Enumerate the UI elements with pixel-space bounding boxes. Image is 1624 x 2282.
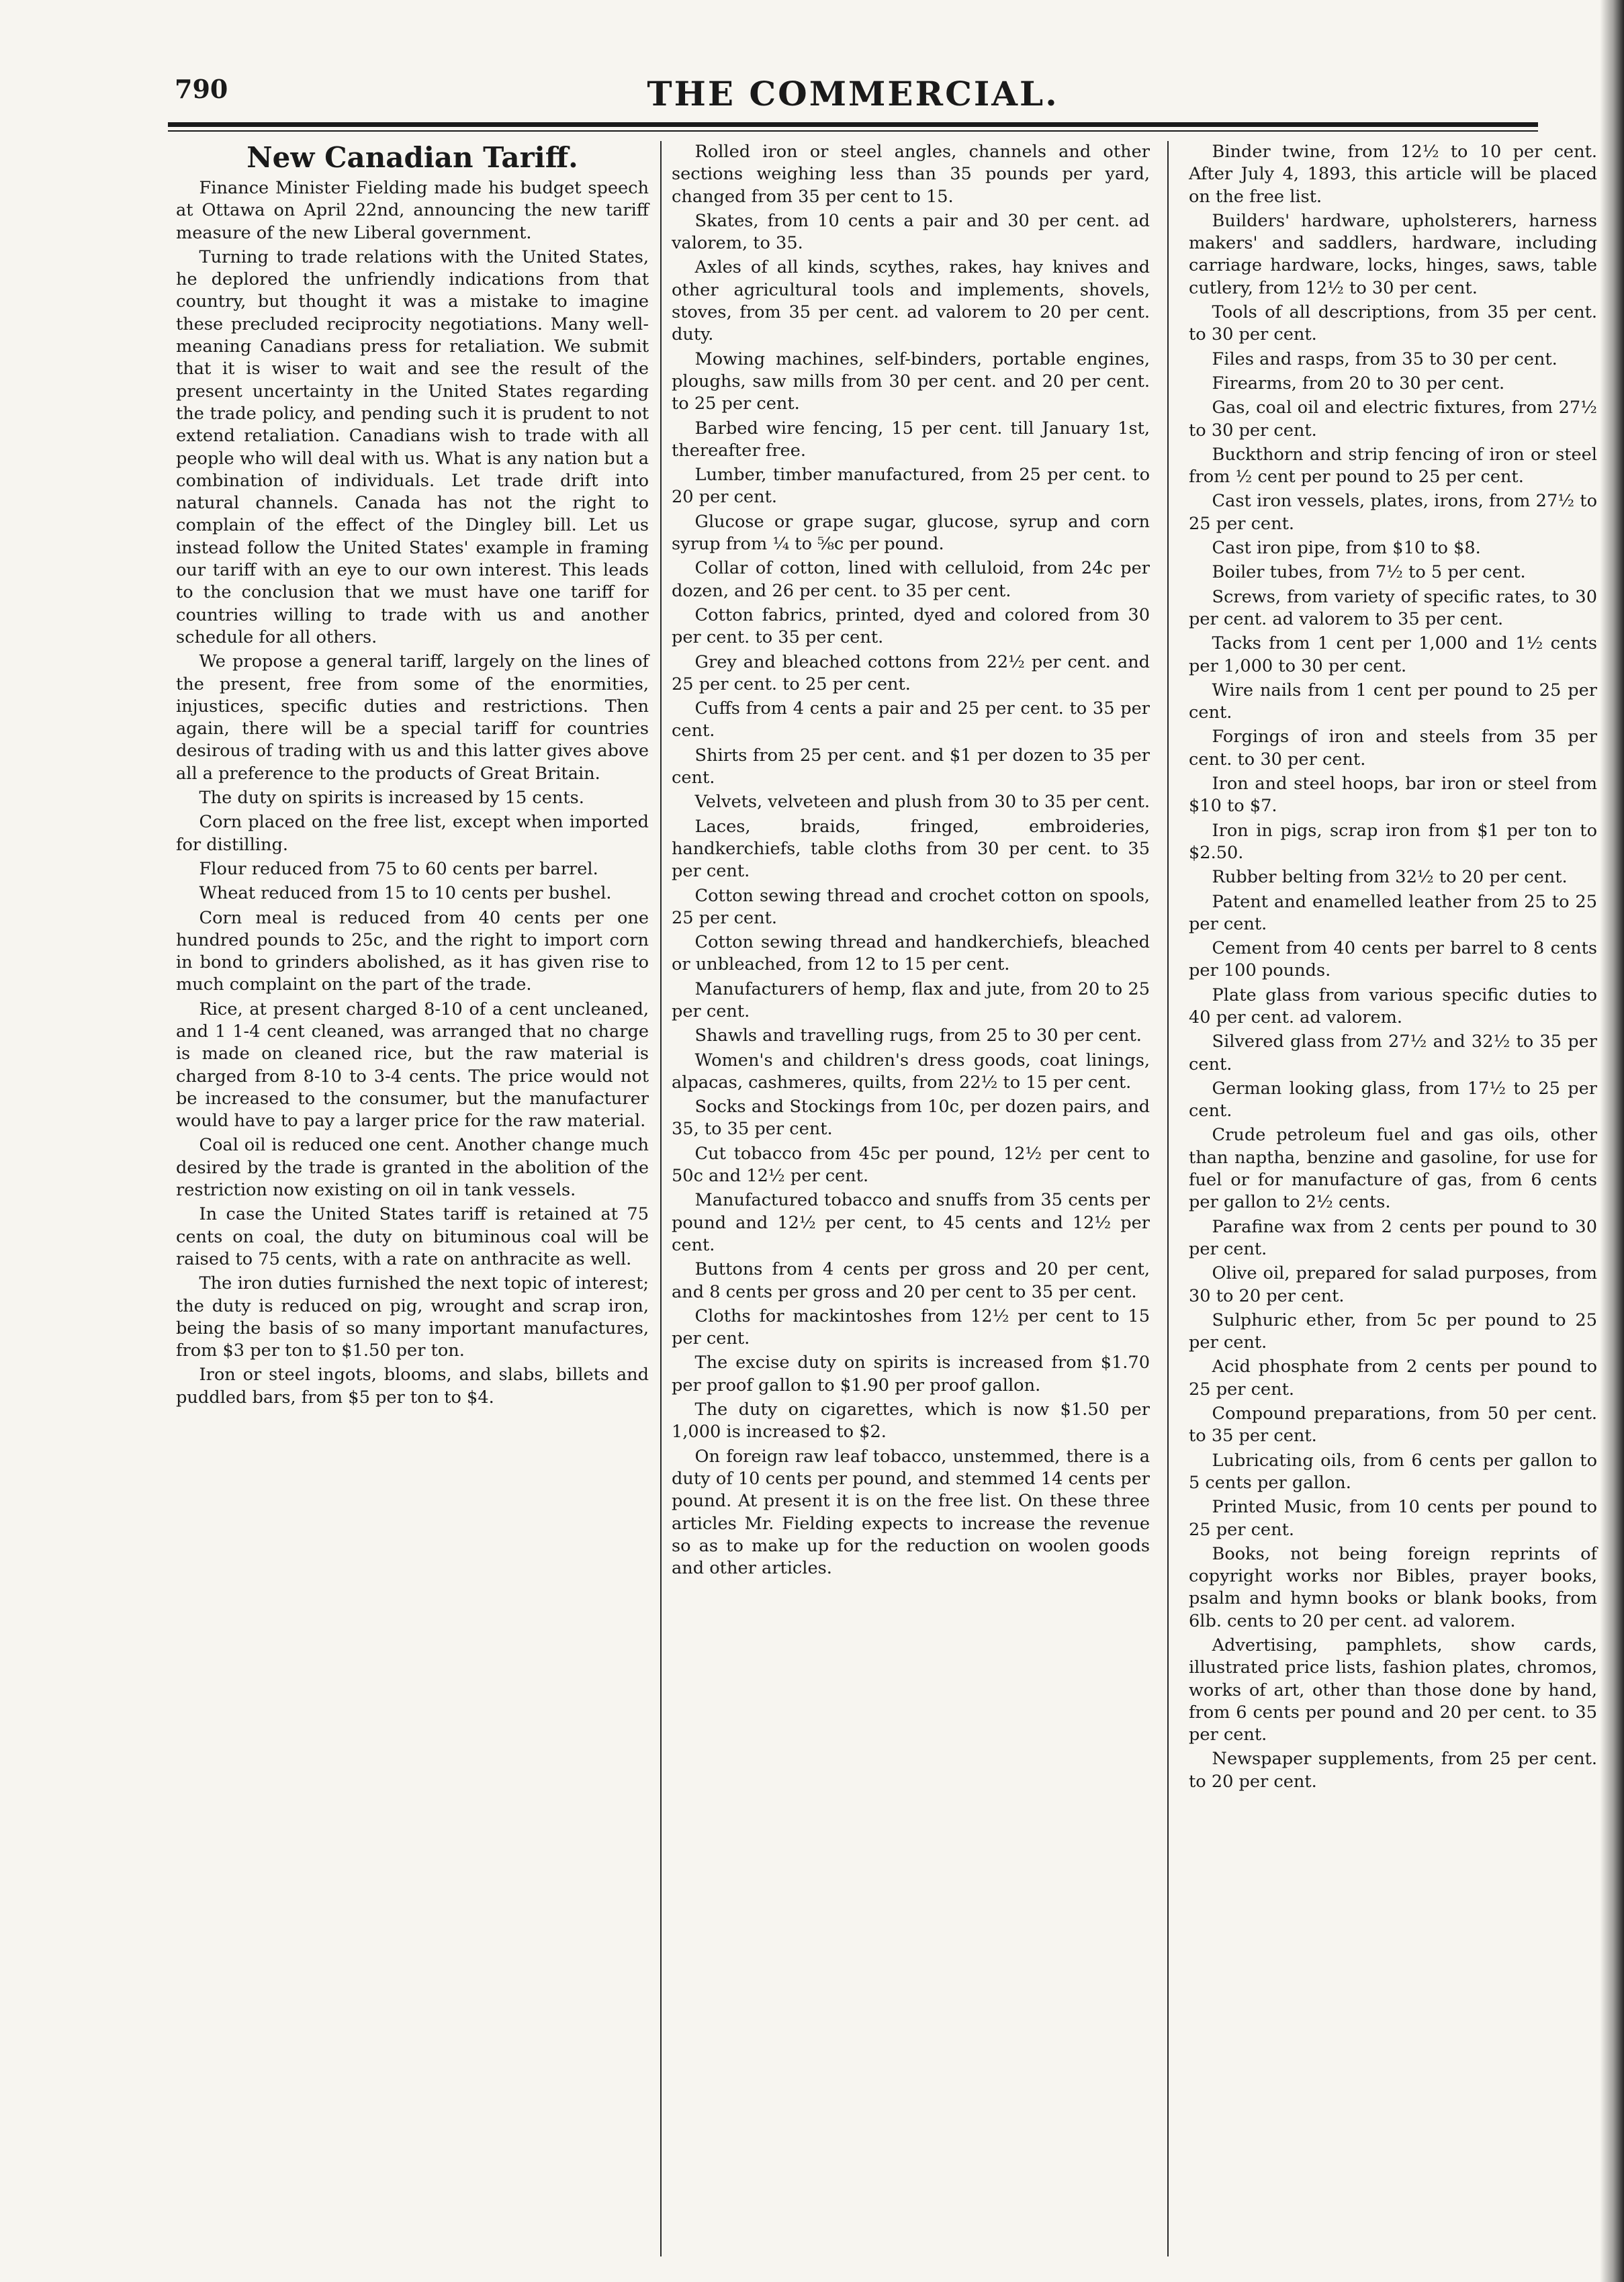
paragraph: Tools of all descriptions, from 35 per cent. to 30 per cent. — [1189, 302, 1597, 345]
paragraph: Shawls and travelling rugs, from 25 to 30 per cent. — [694, 1025, 1142, 1046]
column-divider — [1167, 141, 1169, 2256]
paragraph: Patent and enamelled leather from 25 to 25 per cent. — [1189, 891, 1597, 934]
paragraph: Mowing machines, self-binders, portable engines, ploughs, saw mills from 30 per cent. and 20 per cent. to 25 per cent. — [672, 349, 1150, 414]
column-1 — [176, 141, 649, 1411]
paragraph: Wire nails from 1 cent per pound to 25 per cent. — [1189, 680, 1597, 723]
paragraph: Cotton sewing thread and crochet cotton on spools, 25 per cent. — [672, 885, 1150, 928]
paragraph: The duty on cigarettes, which is now $1.50 per 1,000 is increased to $2. — [672, 1400, 1150, 1443]
paragraph: Manufacturers of hemp, flax and jute, from 20 to 25 per cent. — [672, 978, 1150, 1021]
paragraph: Lubricating oils, from 6 cents per gallon to 5 cents per gallon. — [1189, 1450, 1597, 1493]
paragraph: Plate glass from various specific duties to 40 per cent. ad valorem. — [1189, 985, 1597, 1028]
paragraph: Buckthorn and strip fencing of iron or steel from ½ cent per pound to 25 per cent. — [1189, 444, 1597, 488]
article-title: New Canadian Tariff. — [246, 141, 578, 174]
column-3 — [1189, 141, 1597, 1795]
paragraph: Cloths for mackintoshes from 12½ per cent to 15 per cent. — [672, 1306, 1150, 1349]
paragraph: Axles of all kinds, scythes, rakes, hay knives and other agricultural tools and implements, shovels, stoves, from 35 per cent. ad valorem to 20 per cent. duty. — [672, 257, 1150, 345]
paragraph: Lumber, timber manufactured, from 25 per cent. to 20 per cent. — [672, 465, 1150, 508]
paragraph: The duty on spirits is increased by 15 cents. — [199, 788, 584, 809]
paragraph: Cast iron pipe, from $10 to $8. — [1212, 538, 1481, 559]
paragraph: Newspaper supplements, from 25 per cent. to 20 per cent. — [1189, 1749, 1597, 1792]
paragraph: Iron in pigs, scrap iron from $1 per ton to $2.50. — [1189, 820, 1597, 863]
paragraph: Collar of cotton, lined with celluloid, from 24c per dozen, and 26 per cent. to 35 per cent. — [672, 558, 1150, 601]
paragraph: Buttons from 4 cents per gross and 20 per cent, and 8 cents per gross and 20 per cent to 35 per cent. — [672, 1259, 1150, 1302]
paragraph: Crude petroleum fuel and gas oils, other than naptha, benzine and gasoline, for use for fuel or for manufacture of gas, from 6 cents per gallon to 2½ cents. — [1189, 1125, 1597, 1213]
paragraph: German looking glass, from 17½ to 25 per cent. — [1189, 1078, 1597, 1122]
paragraph: Cement from 40 cents per barrel to 8 cents per 100 pounds. — [1189, 938, 1597, 981]
paragraph: Iron and steel hoops, bar iron or steel from $10 to $7. — [1189, 774, 1597, 817]
paragraph: Manufactured tobacco and snuffs from 35 cents per pound and 12½ per cent, to 45 cents and 12½ per cent. — [672, 1190, 1150, 1255]
paragraph: Builders' hardware, upholsterers, harness makers' and saddlers, hardware, including carriage hardware, locks, hinges, saws, table cutlery, from 12½ to 30 per cent. — [1189, 210, 1597, 298]
paragraph: Skates, from 10 cents a pair and 30 per cent. ad valorem, to 35. — [672, 210, 1150, 254]
header-rule — [168, 122, 1538, 127]
paragraph: Tacks from 1 cent per 1,000 and 1½ cents per 1,000 to 30 per cent. — [1189, 633, 1597, 676]
paragraph: Compound preparations, from 50 per cent. to 35 per cent. — [1189, 1404, 1597, 1447]
paragraph: Iron or steel ingots, blooms, and slabs, billets and puddled bars, from $5 per ton to $4. — [176, 1365, 649, 1408]
paragraph: Cast iron vessels, plates, irons, from 27½ to 25 per cent. — [1189, 491, 1597, 534]
paragraph: Coal oil is reduced one cent. Another change much desired by the trade is granted in the abolition of the restriction now existing on oil in tank vessels. — [176, 1135, 649, 1201]
paragraph: Velvets, velveteen and plush from 30 to 35 per cent. — [694, 792, 1151, 813]
header-rule-thin — [168, 130, 1538, 132]
paragraph: In case the United States tariff is retained at 75 cents on coal, the duty on bituminous coal will be raised to 75 cents, with a rate on anthracite as well. — [176, 1204, 649, 1269]
paragraph: Women's and children's dress goods, coat linings, alpacas, cashmeres, quilts, from 22½ to 15 per cent. — [672, 1050, 1150, 1093]
paragraph: Finance Minister Fielding made his budget speech at Ottawa on April 22nd, announcing the new tariff measure of the new Liberal government. — [176, 178, 649, 243]
paragraph: Parafine wax from 2 cents per pound to 30 per cent. — [1189, 1216, 1597, 1259]
paragraph: Books, not being foreign reprints of copyright works nor Bibles, prayer books, psalm and hymn books or blank books, from 6lb. cents to 20 per cent. ad valorem. — [1189, 1543, 1597, 1631]
paragraph: Files and rasps, from 35 to 30 per cent. — [1212, 349, 1558, 369]
paragraph: Shirts from 25 per cent. and $1 per dozen to 35 per cent. — [672, 745, 1150, 788]
paragraph: Barbed wire fencing, 15 per cent. till January 1st, thereafter free. — [672, 418, 1150, 461]
masthead: THE COMMERCIAL. — [647, 74, 1059, 113]
paragraph: Grey and bleached cottons from 22½ per cent. and 25 per cent. to 25 per cent. — [672, 651, 1150, 694]
paragraph: Printed Music, from 10 cents per pound to 25 per cent. — [1189, 1497, 1597, 1540]
paragraph: Rice, at present charged 8-10 of a cent uncleaned, and 1 1-4 cent cleaned, was arranged that no charge is made on cleaned rice, but the raw material is charged from 8-10 to 3-4 cents. The price would not be increased to the consumer, but the manufacturer would have to pay a larger price for the raw material. — [176, 999, 649, 1132]
paragraph: Rolled iron or steel angles, channels and other sections weighing less than 35 pounds per yard, changed from 35 per cent to 15. — [672, 142, 1150, 207]
paragraph: Boiler tubes, from 7½ to 5 per cent. — [1212, 562, 1526, 583]
paragraph: Glucose or grape sugar, glucose, syrup and corn syrup from ¼ to ⅝c per pound. — [672, 511, 1150, 555]
paragraph: Cut tobacco from 45c per pound, 12½ per cent to 50c and 12½ per cent. — [672, 1143, 1150, 1187]
paragraph: Laces, braids, fringed, embroideries, handkerchiefs, table cloths from 30 per cent. to 35 per cent. — [672, 816, 1150, 882]
paragraph: Gas, coal oil and electric fixtures, from 27½ to 30 per cent. — [1189, 398, 1597, 441]
paragraph: Silvered glass from 27½ and 32½ to 35 per cent. — [1189, 1032, 1597, 1075]
paragraph: Cuffs from 4 cents a pair and 25 per cent. to 35 per cent. — [672, 698, 1150, 741]
paragraph: Firearms, from 20 to 30 per cent. — [1212, 373, 1505, 394]
paragraph: Advertising, pamphlets, show cards, illustrated price lists, fashion plates, chromos, works of art, other than those done by hand, from 6 cents per pound and 20 per cent. to 35 per cent. — [1189, 1635, 1597, 1745]
page-edge-shadow — [1600, 0, 1624, 2282]
paragraph: We propose a general tariff, largely on the lines of the present, free from some of the enormities, injustices, specific duties and restrictions. Then again, there will be a special tariff for countries desirous of trading with us and this latter gives above all a preference to the products of Great Britain. — [176, 651, 649, 784]
page-header — [154, 74, 1551, 114]
paragraph: Rubber belting from 32½ to 20 per cent. — [1212, 867, 1568, 888]
paragraph: Olive oil, prepared for salad purposes, from 30 to 20 per cent. — [1189, 1263, 1597, 1306]
paragraph: Corn placed on the free list, except when imported for distilling. — [176, 812, 649, 855]
paragraph: The excise duty on spirits is increased from $1.70 per proof gallon to $1.90 per proof gallon. — [672, 1353, 1150, 1396]
paragraph: Wheat reduced from 15 to 10 cents per bushel. — [199, 883, 612, 904]
paragraph: Cotton sewing thread and handkerchiefs, bleached or unbleached, from 12 to 15 per cent. — [672, 932, 1150, 975]
column-divider — [660, 141, 662, 2256]
paragraph: On foreign raw leaf tobacco, unstemmed, there is a duty of 10 cents per pound, and stemmed 14 cents per pound. At present it is on the free list. On these three articles Mr. Fielding expects to increase the revenue so as to make up for the reduction on woolen goods and other articles. — [672, 1446, 1150, 1579]
paragraph: Sulphuric ether, from 5c per pound to 25 per cent. — [1189, 1310, 1597, 1353]
page-number: 790 — [175, 74, 228, 104]
paragraph: The iron duties furnished the next topic of interest; the duty is reduced on pig, wrought and scrap iron, being the basis of so many important manufactures, from $3 per ton to $1.50 per ton. — [176, 1273, 649, 1361]
paragraph: Socks and Stockings from 10c, per dozen pairs, and 35, to 35 per cent. — [672, 1097, 1150, 1140]
paragraph: Binder twine, from 12½ to 10 per cent. After July 4, 1893, this article will be placed on the free list. — [1189, 142, 1597, 207]
paragraph: Screws, from variety of specific rates, to 30 per cent. ad valorem to 35 per cent. — [1189, 586, 1597, 629]
paragraph: Acid phosphate from 2 cents per pound to 25 per cent. — [1189, 1357, 1597, 1400]
paragraph: Cotton fabrics, printed, dyed and colored from 30 per cent. to 35 per cent. — [672, 604, 1150, 648]
paragraph: Flour reduced from 75 to 60 cents per barrel. — [199, 858, 598, 879]
paragraph: Corn meal is reduced from 40 cents per one hundred pounds to 25c, and the right to import corn in bond to grinders abolished, as it has given rise to much complaint on the part of the trade. — [176, 907, 649, 995]
paragraph: Turning to trade relations with the United States, he deplored the unfriendly indications from that country, but thought it was a mistake to imagine these precluded reciprocity negotiations. Many well-meaning Canadians press for retaliation. We submit that it is wiser to wait and see the result of the present uncertainty in the United States regarding the trade policy, and pending such it is prudent to not extend retaliation. Canadians wish to trade with all people who will deal with us. What is any nation but a combination of individuals. Let trade drift into natural channels. Canada has not the right to complain of the effect of the Dingley bill. Let us instead follow the United States' example in framing our tariff with an eye to our own interest. This leads to the conclusion that we must have one tariff for countries willing to trade with us and another schedule for all others. — [176, 246, 649, 647]
paragraph: Forgings of iron and steels from 35 per cent. to 30 per cent. — [1189, 727, 1597, 770]
column-2 — [672, 141, 1150, 1582]
